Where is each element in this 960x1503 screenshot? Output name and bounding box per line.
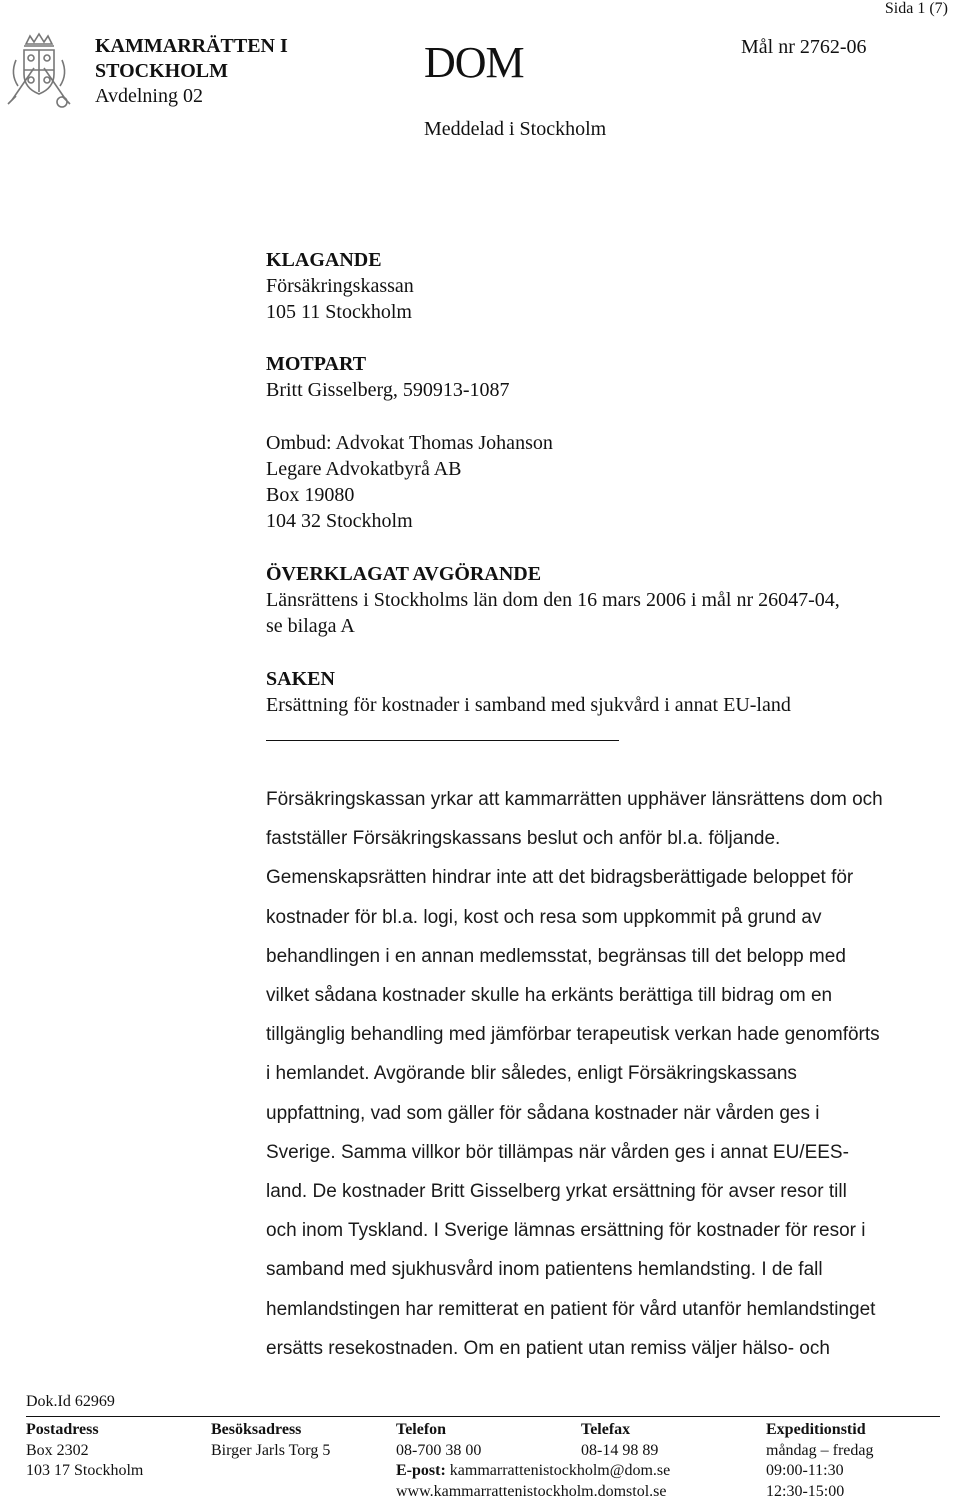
body-line: vilket sådana kostnader skulle ha erkänts berättiga till bidrag om en — [266, 985, 833, 1007]
body-line: fastställer Försäkringskassans beslut och anför bl.a. följande. — [266, 828, 781, 850]
court-crest-emblem — [4, 30, 74, 110]
court-name-line2: STOCKHOLM — [95, 60, 228, 82]
matter-heading: SAKEN — [266, 668, 335, 690]
hours-heading: Expeditionstid — [766, 1421, 866, 1438]
hours-line: 09:00-11:30 — [766, 1462, 844, 1479]
email-link[interactable]: kammarrattenistockholm@dom.se — [449, 1462, 671, 1479]
postal-line: 103 17 Stockholm — [26, 1462, 144, 1479]
body-line: och inom Tyskland. I Sverige lämnas ersättning för kostnader för resor i — [266, 1220, 866, 1242]
counsel-line: Ombud: Advokat Thomas Johanson — [266, 432, 553, 454]
counsel-line: Legare Advokatbyrå AB — [266, 458, 462, 480]
fax-heading: Telefax — [581, 1421, 631, 1438]
court-name-block — [95, 34, 288, 109]
document-id: Dok.Id 62969 — [26, 1393, 115, 1410]
footer-visit — [211, 1420, 330, 1461]
page-indicator: Sida 1 (7) — [884, 0, 948, 17]
delivered-location: Meddelad i Stockholm — [424, 118, 607, 140]
body-line: kostnader för bl.a. logi, kost och resa som uppkommit på grund av — [266, 906, 822, 928]
visit-line: Birger Jarls Torg 5 — [211, 1441, 331, 1459]
counsel-line: 104 32 Stockholm — [266, 510, 413, 532]
matter-section — [266, 666, 791, 718]
fax-line: 08-14 98 89 — [581, 1441, 659, 1459]
body-line: tillgänglig behandling med jämförbar terapeutisk verkan hade genomförts — [266, 1024, 880, 1046]
respondent-section — [266, 351, 510, 403]
matter-text: Ersättning för kostnader i samband med sjukvård i annat EU-land — [266, 694, 791, 716]
case-number: Mål nr 2762-06 — [741, 36, 867, 58]
body-line: Försäkringskassan yrkar att kammarrätten upphäver länsrättens dom och — [266, 789, 883, 810]
respondent-heading: MOTPART — [266, 353, 367, 375]
footer-divider — [26, 1416, 940, 1417]
appealed-heading: ÖVERKLAGAT AVGÖRANDE — [266, 563, 542, 585]
body-line: uppfattning, vad som gäller för sådana kostnader när vården ges i — [266, 1102, 820, 1124]
appealed-line: Länsrättens i Stockholms län dom den 16 mars 2006 i mål nr 26047-04, — [266, 589, 840, 611]
document-type-title: DOM — [424, 38, 524, 87]
visit-heading: Besöksadress — [211, 1421, 302, 1438]
body-line: Sverige. Samma villkor bör tillämpas när vården ges i annat EU/EES- — [266, 1141, 849, 1163]
body-line: land. De kostnader Britt Gisselberg yrkat ersättning för avser resor till — [266, 1181, 847, 1203]
appealed-decision-section — [266, 561, 840, 639]
counsel-line: Box 19080 — [266, 484, 355, 506]
respondent-name: Britt Gisselberg, 590913-1087 — [266, 379, 510, 401]
appellant-section — [266, 247, 414, 325]
hours-line: måndag – fredag — [766, 1441, 874, 1459]
body-line: Gemenskapsrätten hindrar inte att det bidragsberättigade beloppet för — [266, 867, 854, 889]
body-line: ersätts resekostnaden. Om en patient utan remiss väljer hälso- och — [266, 1337, 830, 1359]
website-link[interactable]: www.kammarrattenistockholm.domstol.se — [396, 1482, 667, 1500]
phone-heading: Telefon — [396, 1421, 447, 1438]
postal-line: Box 2302 — [26, 1441, 89, 1459]
division: Avdelning 02 — [95, 85, 203, 107]
section-divider — [266, 740, 619, 741]
footer-fax — [581, 1420, 658, 1461]
postal-heading: Postadress — [26, 1421, 99, 1438]
appellant-name: Försäkringskassan — [266, 275, 414, 297]
email-line — [396, 1461, 670, 1482]
judgment-body — [266, 780, 946, 1368]
counsel-section — [266, 430, 553, 534]
body-line: samband med sjukhusvård inom patientens hemlandsting. I de fall — [266, 1259, 823, 1281]
email-label: E-post: — [396, 1462, 446, 1479]
appellant-address: 105 11 Stockholm — [266, 301, 412, 323]
appellant-heading: KLAGANDE — [266, 249, 382, 271]
hours-line: 12:30-15:00 — [766, 1482, 845, 1500]
court-name-line1: KAMMARRÄTTEN I — [95, 35, 288, 57]
body-line: i hemlandet. Avgörande blir således, enligt Försäkringskassans — [266, 1063, 797, 1085]
footer-postal — [26, 1420, 143, 1482]
body-line: hemlandstingen har remitterat en patient för vård utanför hemlandstinget — [266, 1298, 876, 1320]
phone-line: 08-700 38 00 — [396, 1441, 482, 1459]
footer-hours — [766, 1420, 874, 1502]
appealed-line: se bilaga A — [266, 615, 355, 637]
body-line: behandlingen i en annan medlemsstat, begränsas till det belopp med — [266, 945, 846, 967]
